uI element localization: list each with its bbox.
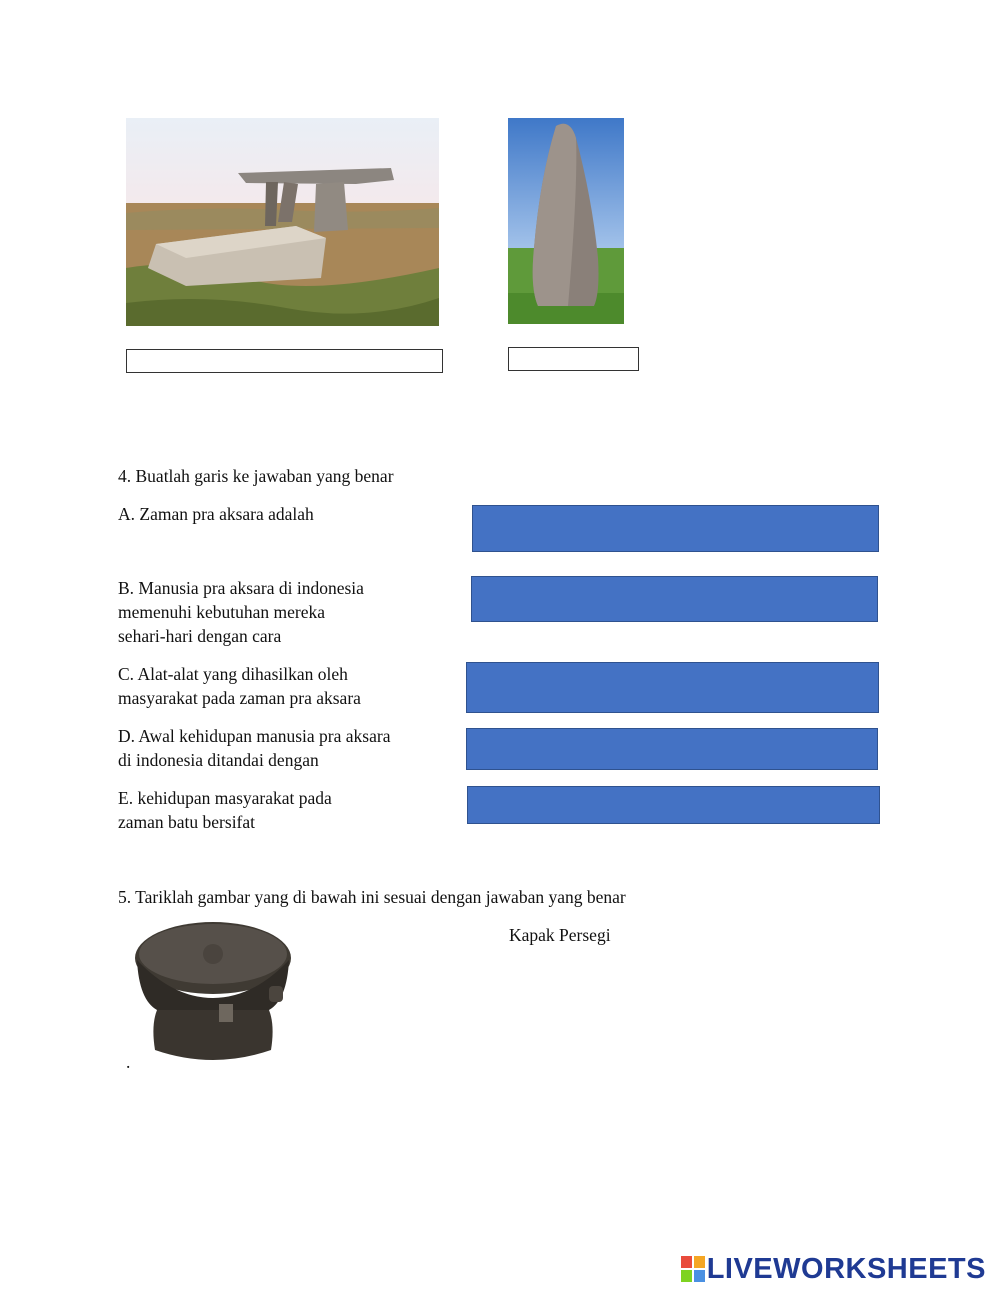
menhir-answer-field[interactable] bbox=[508, 347, 639, 371]
question-4-item-a: A. Zaman pra aksara adalah bbox=[118, 504, 314, 524]
answer-box-d[interactable] bbox=[466, 728, 878, 770]
bronze-drum-image[interactable] bbox=[133, 920, 293, 1068]
answer-box-b[interactable] bbox=[471, 576, 878, 622]
stray-dot: . bbox=[126, 1052, 131, 1072]
question-5-title: 5. Tariklah gambar yang di bawah ini sesuai dengan jawaban yang benar bbox=[118, 887, 626, 907]
answer-box-c[interactable] bbox=[466, 662, 879, 713]
liveworksheets-logo-text: LIVEWORKSHEETS bbox=[706, 1252, 986, 1285]
match-label-kapak-persegi: Kapak Persegi bbox=[509, 925, 611, 945]
question-4-item-b: B. Manusia pra aksara di indonesia memenuhi kebutuhan mereka sehari-hari dengan cara bbox=[118, 578, 364, 646]
question-4-item-e: E. kehidupan masyarakat pada zaman batu bersifat bbox=[118, 788, 332, 832]
dolmen-answer-field[interactable] bbox=[126, 349, 443, 373]
question-4-item-c: C. Alat-alat yang dihasilkan oleh masyarakat pada zaman pra aksara bbox=[118, 664, 361, 708]
answer-box-a[interactable] bbox=[472, 505, 879, 552]
menhir-image bbox=[508, 118, 624, 324]
liveworksheets-logo-icon bbox=[681, 1256, 705, 1282]
dolmen-image bbox=[126, 118, 439, 326]
question-4-title: 4. Buatlah garis ke jawaban yang benar bbox=[118, 466, 394, 486]
question-4-item-d: D. Awal kehidupan manusia pra aksara di indonesia ditandai dengan bbox=[118, 726, 391, 770]
answer-box-e[interactable] bbox=[467, 786, 880, 824]
liveworksheets-logo bbox=[681, 1254, 986, 1284]
